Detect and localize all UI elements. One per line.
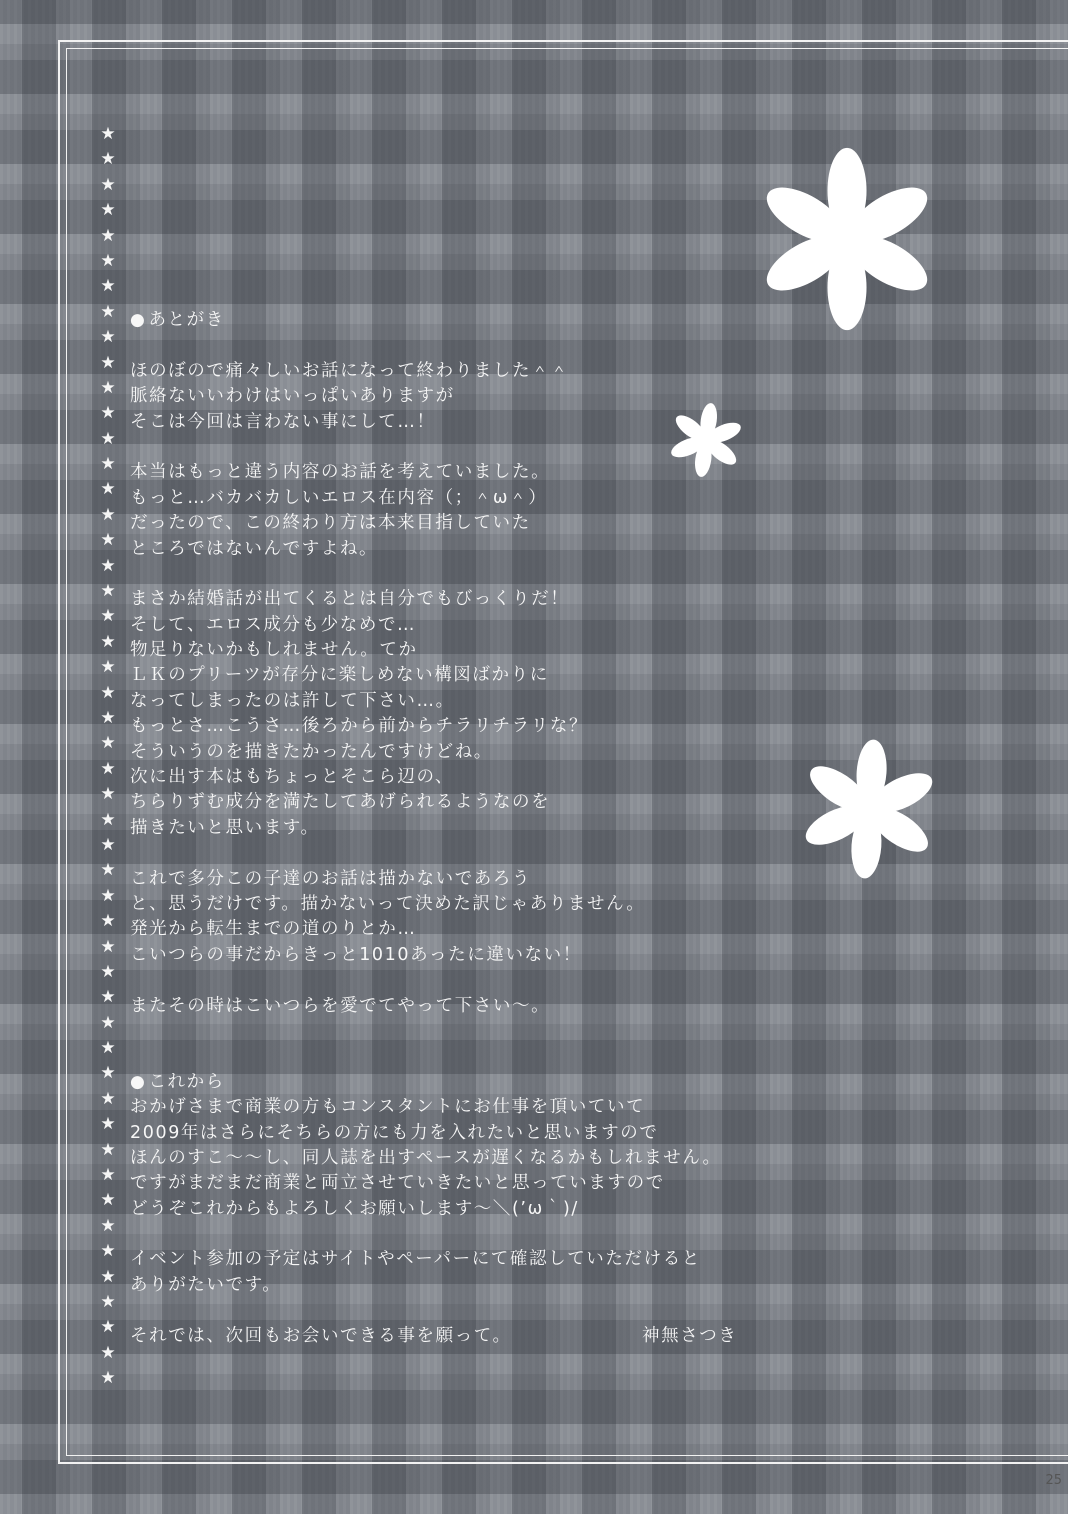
- text-line: 物足りないかもしれません。てか: [130, 640, 418, 661]
- from-now-heading: ● これから: [130, 1071, 225, 1092]
- star-icon: ★: [100, 1368, 116, 1389]
- star-icon: ★: [100, 1088, 116, 1109]
- star-icon: ★: [100, 1241, 116, 1262]
- star-icon: ★: [100, 530, 116, 551]
- text-line: ほのぼので痛々しいお話になって終わりました＾＾: [130, 360, 570, 381]
- star-icon: ★: [100, 504, 116, 525]
- star-icon: ★: [100, 428, 116, 449]
- star-icon: ★: [100, 911, 116, 932]
- closing-row: [130, 1324, 810, 1349]
- text-line: これで多分この子達のお話は描かないであろう: [130, 868, 532, 889]
- text-line: ちらりずむ成分を満たしてあげられるようなのを: [130, 792, 551, 813]
- afterword-text-block: [130, 308, 810, 1349]
- star-icon: ★: [100, 1317, 116, 1338]
- star-icon: ★: [100, 733, 116, 754]
- star-icon: ★: [100, 403, 116, 424]
- star-icon: ★: [100, 606, 116, 627]
- bullet-icon: ●: [130, 310, 147, 330]
- text-line: イベント参加の予定はサイトやペーパーにて確認していただけると: [130, 1249, 701, 1270]
- star-icon: ★: [100, 1139, 116, 1160]
- star-icon: ★: [100, 1165, 116, 1186]
- star-icon: ★: [100, 936, 116, 957]
- star-icon: ★: [100, 581, 116, 602]
- star-icon: ★: [100, 1190, 116, 1211]
- text-line: そこは今回は言わない事にして…！: [130, 411, 436, 432]
- star-icon: ★: [100, 479, 116, 500]
- star-icon: ★: [100, 809, 116, 830]
- star-icon: ★: [100, 1063, 116, 1084]
- star-icon: ★: [100, 1291, 116, 1312]
- text-line: ほんのすこ～～し、同人誌を出すペースが遅くなるかもしれません。: [130, 1147, 722, 1168]
- text-line: ＬＫのプリーツが存分に楽しめない構図ばかりに: [130, 665, 549, 686]
- flower-large-icon: [752, 146, 942, 332]
- star-icon: ★: [100, 555, 116, 576]
- text-line: なってしまったのは許して下さい…。: [130, 690, 455, 711]
- star-icon: ★: [100, 250, 116, 271]
- star-icon: ★: [100, 657, 116, 678]
- star-icon: ★: [100, 682, 116, 703]
- star-icon: ★: [100, 276, 116, 297]
- star-icon: ★: [100, 631, 116, 652]
- star-icon: ★: [100, 225, 116, 246]
- text-line: 本当はもっと違う内容のお話を考えていました。: [130, 462, 551, 483]
- star-icon: ★: [100, 987, 116, 1008]
- text-line: ありがたいです。: [130, 1274, 282, 1295]
- star-icon: ★: [100, 784, 116, 805]
- text-line: まさか結婚話が出てくるとは自分でもびっくりだ！: [130, 589, 570, 610]
- star-icon: ★: [100, 758, 116, 779]
- text-line: と、思うだけです。描かないって決めた訳じゃありません。: [130, 893, 646, 914]
- star-icon: ★: [100, 885, 116, 906]
- author-signature: 神無さつき: [642, 1325, 738, 1346]
- text-line: もっと…バカバカしいエロス在内容（；＾ω＾）: [130, 487, 548, 508]
- star-icon: ★: [100, 1012, 116, 1033]
- text-line: そして、エロス成分も少なめで…: [130, 614, 417, 635]
- star-icon: ★: [100, 1215, 116, 1236]
- star-icon: ★: [100, 834, 116, 855]
- text-line: もっとさ…こうさ…後ろから前からチラリチラリな？: [130, 716, 589, 737]
- text-line: ところではないんですよね。: [130, 538, 379, 559]
- text-line: またその時はこいつらを愛でてやって下さい～。: [130, 995, 551, 1016]
- text-line: 脈絡ないいわけはいっぱいありますが: [130, 386, 455, 407]
- text-line: 2009年はさらにそちらの方にも力を入れたいと思いますので: [130, 1122, 659, 1143]
- star-icon: ★: [100, 200, 116, 221]
- flower-medium-icon: [796, 738, 942, 880]
- text-line: おかげさまで商業の方もコンスタントにお仕事を頂いていて: [130, 1097, 646, 1118]
- text-line: ですがまだまだ商業と両立させていきたいと思っていますので: [130, 1173, 665, 1194]
- text-line: 描きたいと思います。: [130, 817, 320, 838]
- star-icon: ★: [100, 961, 116, 982]
- bullet-icon: ●: [130, 1071, 147, 1092]
- page-number: 25: [1045, 1473, 1062, 1488]
- text-line: 次に出す本はもちょっとそこら辺の、: [130, 767, 454, 788]
- star-icon: ★: [100, 1114, 116, 1135]
- star-icon: ★: [100, 1342, 116, 1363]
- star-icon: ★: [100, 707, 116, 728]
- star-icon: ★: [100, 377, 116, 398]
- star-icon: ★: [100, 454, 116, 475]
- star-icon: ★: [100, 149, 116, 170]
- star-icon: ★: [100, 1038, 116, 1059]
- star-icon: ★: [100, 124, 116, 144]
- star-icon: ★: [100, 352, 116, 373]
- text-line: こいつらの事だからきっと1010あったに違いない！: [130, 944, 582, 965]
- star-icon: ★: [100, 301, 116, 322]
- star-icon: ★: [100, 174, 116, 195]
- afterword-heading: ● あとがき: [130, 310, 225, 330]
- star-border-column: [98, 122, 118, 1392]
- star-icon: ★: [100, 1266, 116, 1287]
- star-icon: ★: [100, 860, 116, 881]
- text-line: だったので、この終わり方は本来目指していた: [130, 513, 531, 534]
- text-line: そういうのを描きたかったんですけどね。: [130, 741, 493, 762]
- text-line: 発光から転生までの道のりとか…: [130, 919, 417, 940]
- star-icon: ★: [100, 327, 116, 348]
- closing-text: それでは、次回もお会いできる事を願って。: [130, 1325, 512, 1346]
- text-line: どうぞこれからもよろしくお願いします～＼(’ω｀)/: [130, 1198, 579, 1219]
